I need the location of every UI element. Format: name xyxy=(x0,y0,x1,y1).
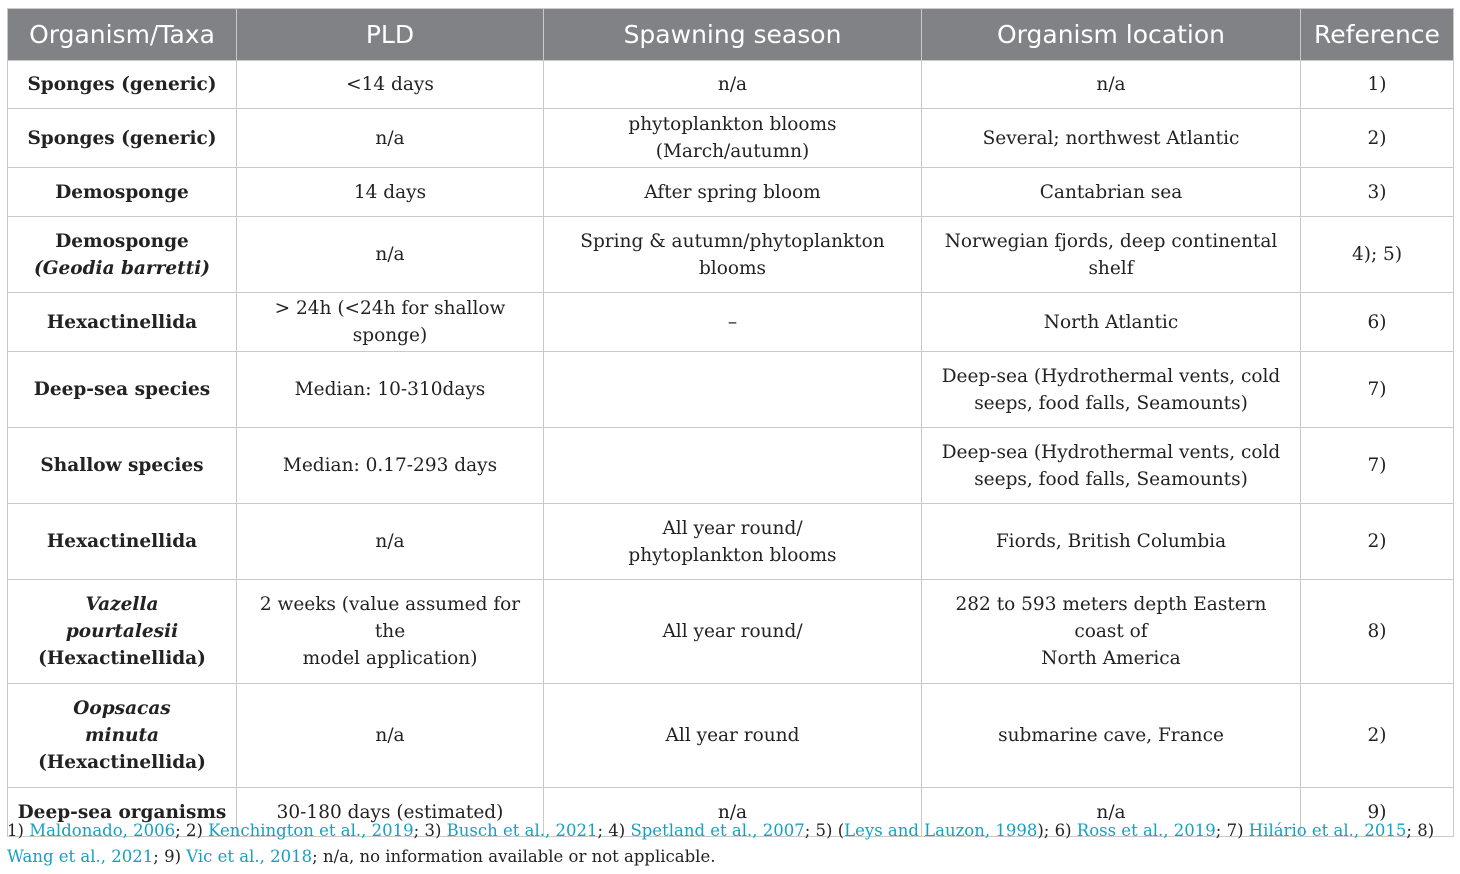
reference-cell: 2) xyxy=(1301,684,1454,788)
reference-cell: 2) xyxy=(1301,504,1454,580)
ref-link-hilario[interactable]: Hilário et al., 2015 xyxy=(1248,821,1407,840)
spawning-cell: All year round/ xyxy=(544,580,922,684)
spawning-cell: All year round xyxy=(544,684,922,788)
pld-cell xyxy=(237,580,544,684)
table-row xyxy=(8,352,1454,428)
organism-species: pourtalesii xyxy=(65,621,179,642)
reference-cell: 7) xyxy=(1301,352,1454,428)
spawning-cell xyxy=(544,428,922,504)
table-row xyxy=(8,504,1454,580)
location-cell: submarine cave, France xyxy=(922,684,1301,788)
pld-cell: n/a xyxy=(237,684,544,788)
col-header-reference: Reference xyxy=(1301,9,1454,61)
reference-cell: 3) xyxy=(1301,168,1454,217)
spawning-cell xyxy=(544,504,922,580)
pld-line: 2 weeks (value assumed for the xyxy=(259,594,521,642)
spawning-cell: After spring bloom xyxy=(544,168,922,217)
table-footnote xyxy=(7,818,1457,870)
organism-cell xyxy=(8,217,237,293)
table-row xyxy=(8,580,1454,684)
organism-species: (Geodia barretti) xyxy=(33,257,211,279)
reference-cell: 6) xyxy=(1301,293,1454,352)
ref-link-leys[interactable]: Leys and Lauzon, 1998 xyxy=(844,821,1038,840)
reference-cell: 4); 5) xyxy=(1301,217,1454,293)
organism-name: Demosponge xyxy=(55,230,189,252)
ref-link-vic[interactable]: Vic et al., 2018 xyxy=(186,847,313,866)
location-cell: n/a xyxy=(922,788,1301,837)
table-row xyxy=(8,61,1454,109)
spawning-cell: – xyxy=(544,293,922,352)
header-row xyxy=(8,9,1454,61)
location-line: North America xyxy=(1041,648,1181,669)
ref-link-wang[interactable]: Wang et al., 2021 xyxy=(7,847,154,866)
footnote-text: ; 2) xyxy=(175,821,209,840)
ref-link-busch[interactable]: Busch et al., 2021 xyxy=(446,821,598,840)
organism-cell: Sponges (generic) xyxy=(8,109,237,168)
col-header-organism: Organism/Taxa xyxy=(8,9,237,61)
organism-cell: Shallow species xyxy=(8,428,237,504)
location-cell: Several; northwest Atlantic xyxy=(922,109,1301,168)
footnote-text: ; n/a, no information available or not applicable. xyxy=(312,847,716,866)
table-row xyxy=(8,684,1454,788)
location-cell: Cantabrian sea xyxy=(922,168,1301,217)
reference-cell: 2) xyxy=(1301,109,1454,168)
reference-cell: 8) xyxy=(1301,580,1454,684)
organism-cell: Demosponge xyxy=(8,168,237,217)
reference-cell: 9) xyxy=(1301,788,1454,837)
location-line: 282 to 593 meters depth Eastern coast of xyxy=(955,594,1267,642)
footnote-text: ); 6) xyxy=(1037,821,1077,840)
location-line: Deep-sea (Hydrothermal vents, cold xyxy=(941,441,1281,463)
ref-link-ross[interactable]: Ross et al., 2019 xyxy=(1076,821,1216,840)
organism-taxon: (Hexactinellida) xyxy=(38,752,206,773)
location-cell: Fiords, British Columbia xyxy=(922,504,1301,580)
location-line: seeps, food falls, Seamounts) xyxy=(974,392,1248,414)
location-cell: North Atlantic xyxy=(922,293,1301,352)
organism-cell: Hexactinellida xyxy=(8,293,237,352)
ref-link-maldonado[interactable]: Maldonado, 2006 xyxy=(29,821,176,840)
footnote-text: ; 8) xyxy=(1406,821,1435,840)
location-cell xyxy=(922,428,1301,504)
ref-link-kenchington[interactable]: Kenchington et al., 2019 xyxy=(208,821,414,840)
location-cell xyxy=(922,352,1301,428)
spawning-line: All year round/ xyxy=(662,517,803,539)
pld-cell: <14 days xyxy=(237,61,544,109)
spawning-cell: n/a xyxy=(544,788,922,837)
organism-taxon: (Hexactinellida) xyxy=(38,648,206,669)
spawning-cell: Spring & autumn/phytoplankton blooms xyxy=(544,217,922,293)
spawning-cell: n/a xyxy=(544,61,922,109)
location-line: seeps, food falls, Seamounts) xyxy=(974,468,1248,490)
spawning-cell xyxy=(544,352,922,428)
reference-cell: 1) xyxy=(1301,61,1454,109)
organism-genus: Oopsacas xyxy=(73,698,171,719)
footnote-text: ; 4) xyxy=(597,821,631,840)
pld-cell: n/a xyxy=(237,504,544,580)
col-header-location: Organism location xyxy=(922,9,1301,61)
organism-species: minuta xyxy=(84,725,160,746)
location-cell xyxy=(922,580,1301,684)
organism-cell xyxy=(8,684,237,788)
location-cell: Norwegian fjords, deep continental shelf xyxy=(922,217,1301,293)
organism-cell xyxy=(8,580,237,684)
pld-cell: n/a xyxy=(237,109,544,168)
organism-table xyxy=(7,8,1454,837)
pld-cell: Median: 10-310days xyxy=(237,352,544,428)
footnote-text: ; 7) xyxy=(1215,821,1249,840)
location-cell: n/a xyxy=(922,61,1301,109)
spawning-line: phytoplankton blooms xyxy=(628,544,837,566)
col-header-spawning: Spawning season xyxy=(544,9,922,61)
footnote-text: ; 3) xyxy=(413,821,447,840)
footnote-text: ; 9) xyxy=(153,847,187,866)
ref-link-spetland[interactable]: Spetland et al., 2007 xyxy=(630,821,805,840)
table-row xyxy=(8,109,1454,168)
pld-cell: > 24h (<24h for shallow sponge) xyxy=(237,293,544,352)
organism-cell: Hexactinellida xyxy=(8,504,237,580)
reference-cell: 7) xyxy=(1301,428,1454,504)
organism-cell: Sponges (generic) xyxy=(8,61,237,109)
location-line: Deep-sea (Hydrothermal vents, cold xyxy=(941,365,1281,387)
table-row xyxy=(8,293,1454,352)
pld-cell: 14 days xyxy=(237,168,544,217)
footnote-text: 1) xyxy=(7,821,30,840)
spawning-cell: phytoplankton blooms (March/autumn) xyxy=(544,109,922,168)
footnote-text: ; 5) ( xyxy=(804,821,845,840)
table-row xyxy=(8,428,1454,504)
organism-cell: Deep-sea organisms xyxy=(8,788,237,837)
organism-genus: Vazella xyxy=(85,594,159,615)
col-header-pld: PLD xyxy=(237,9,544,61)
table-row xyxy=(8,168,1454,217)
pld-cell: 30-180 days (estimated) xyxy=(237,788,544,837)
table-row xyxy=(8,217,1454,293)
pld-cell: Median: 0.17-293 days xyxy=(237,428,544,504)
pld-line: model application) xyxy=(302,648,478,669)
organism-cell: Deep-sea species xyxy=(8,352,237,428)
pld-cell: n/a xyxy=(237,217,544,293)
